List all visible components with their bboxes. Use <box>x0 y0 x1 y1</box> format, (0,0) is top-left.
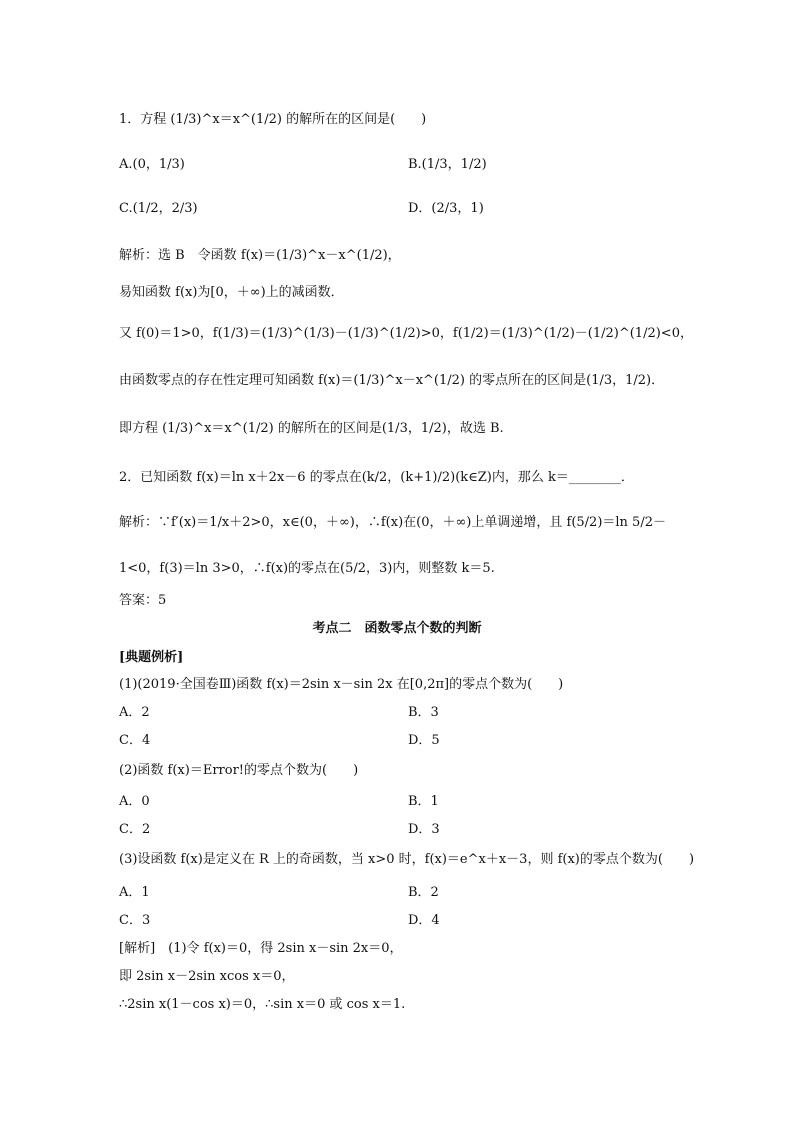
problem-1-solution-line: 又 f(0)＝1>0，f(1/3)＝(1/3)^(1/3)－(1/3)^(1/2)>0，f(1/2)＝(1/3)^(1/2)－(1/2)^(1/2)<0， <box>119 326 693 341</box>
problem-1-solution-line: 解析：选 B 令函数 f(x)＝(1/3)^x－x^(1/2)， <box>119 248 401 263</box>
example-1-option-d: D．5 <box>408 733 440 748</box>
section-title: 考点二 函数零点个数的判断 <box>312 621 482 636</box>
example-2-stem: (2)函数 f(x)＝Error!的零点个数为( ) <box>119 763 359 778</box>
problem-2-stem: 2．已知函数 f(x)＝ln x＋2x－6 的零点在(k/2，(k+1)/2)(k∈Z)内，那么 k＝________． <box>119 470 634 485</box>
example-1-option-b: B．3 <box>408 705 439 720</box>
problem-1-solution-line: 即方程 (1/3)^x＝x^(1/2) 的解所在的区间是(1/3，1/2)，故选 B. <box>119 421 504 436</box>
analysis-line: [解析] (1)令 f(x)＝0，得 2sin x－sin 2x＝0， <box>119 941 403 956</box>
example-1-option-c: C．4 <box>119 733 151 748</box>
problem-1-solution-line: 由函数零点的存在性定理可知函数 f(x)＝(1/3)^x－x^(1/2) 的零点所在的区间是(1/3，1/2)． <box>119 373 665 388</box>
analysis-line: ∴2sin x(1－cos x)＝0，∴sin x＝0 或 cos x＝1. <box>119 997 406 1012</box>
example-2-option-c: C．2 <box>119 822 151 837</box>
problem-2-solution-line: 1<0，f(3)＝ln 3>0，∴f(x)的零点在(5/2，3)内，则整数 k＝5. <box>119 561 495 576</box>
problem-1-option-b: B.(1/3，1/2) <box>408 157 487 172</box>
problem-2-solution-line: 解析：∵f′(x)＝1/x＋2>0，x∈(0，＋∞)，∴f(x)在(0，＋∞)上单调递增，且 f(5/2)＝ln 5/2－ <box>119 515 666 530</box>
problem-1-stem: 1．方程 (1/3)^x＝x^(1/2) 的解所在的区间是( ) <box>119 112 427 127</box>
example-3-option-c: C．3 <box>119 913 151 928</box>
example-3-stem: (3)设函数 f(x)是定义在 R 上的奇函数，当 x>0 时，f(x)＝e^x＋x－3，则 f(x)的零点个数为( ) <box>119 852 695 867</box>
example-3-option-b: B．2 <box>408 885 439 900</box>
example-1-stem: (1)(2019·全国卷Ⅲ)函数 f(x)＝2sin x－sin 2x 在[0,2π]的零点个数为( ) <box>119 677 564 692</box>
problem-1-solution-line: 易知函数 f(x)为[0，＋∞)上的减函数． <box>119 285 344 300</box>
problem-1-option-d: D．(2/3，1) <box>408 201 484 216</box>
example-3-option-a: A．1 <box>119 885 150 900</box>
example-2-option-a: A．0 <box>119 794 150 809</box>
example-2-option-b: B．1 <box>408 794 439 809</box>
problem-1-option-a: A.(0，1/3) <box>119 157 185 172</box>
analysis-line: 即 2sin x－2sin xcos x＝0， <box>119 969 295 984</box>
example-3-option-d: D．4 <box>408 913 440 928</box>
example-2-option-d: D．3 <box>408 822 440 837</box>
problem-2-answer: 答案：5 <box>119 593 167 608</box>
problem-1-option-c: C.(1/2，2/3) <box>119 201 198 216</box>
section-tag: [典题例析] <box>119 650 184 665</box>
example-1-option-a: A．2 <box>119 705 150 720</box>
